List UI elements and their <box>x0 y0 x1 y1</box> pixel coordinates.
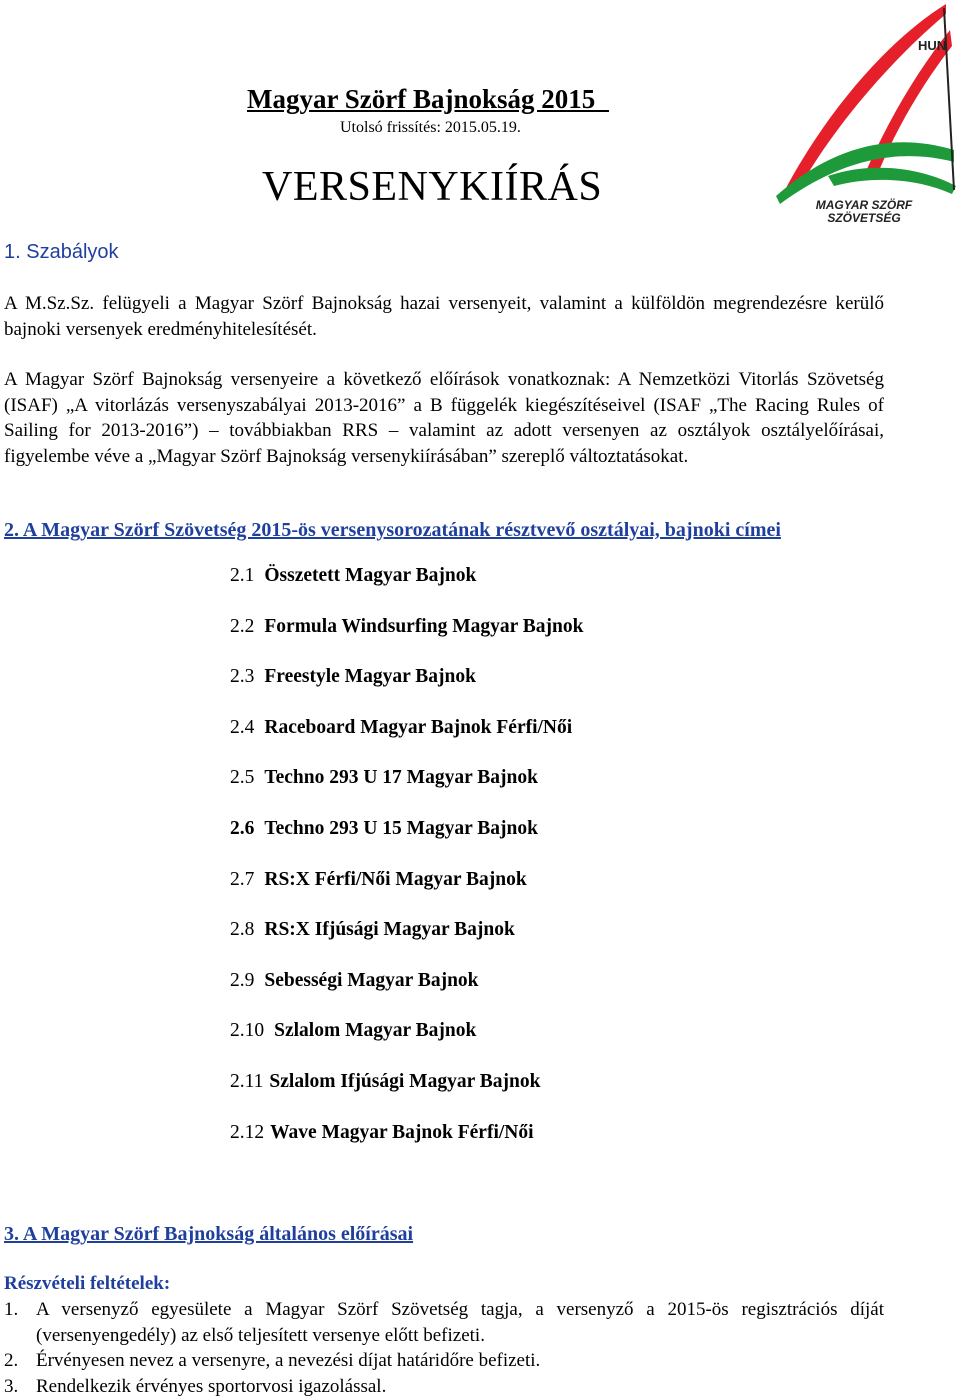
rule-text: A versenyző egyesülete a Magyar Szörf Szövetség tagja, a versenyző a 2015-ös regisztrációs díját (versenyengedély) az első teljesített versenye előtt befizeti. <box>36 1299 884 1346</box>
section-1-heading: 1. Szabályok <box>4 241 119 263</box>
category-number: 2.11 <box>230 1070 264 1092</box>
category-name: RS:X Férfi/Női Magyar Bajnok <box>264 868 527 890</box>
rule-text: Rendelkezik érvényes sportorvosi igazolással. <box>36 1375 387 1397</box>
category-name: Szlalom Ifjúsági Magyar Bajnok <box>269 1070 541 1092</box>
category-item <box>230 666 583 717</box>
section-1-paragraph-1: A M.Sz.Sz. felügyeli a Magyar Szörf Bajnokság hazai versenyeit, valamint a külföldön megrendezésre kerülő bajnoki versenyek eredményhitelesítését. <box>4 293 884 340</box>
logo-country-label: HUN <box>918 38 947 53</box>
category-number: 2.6 <box>230 817 255 839</box>
section-3-heading: 3. A Magyar Szörf Bajnokság általános előírásai <box>4 1223 414 1245</box>
category-number: 2.3 <box>230 666 255 688</box>
logo-name-line2: SZÖVETSÉG <box>827 211 901 225</box>
category-item <box>230 565 583 616</box>
category-name: Raceboard Magyar Bajnok Férfi/Női <box>264 716 573 738</box>
category-name: Összetett Magyar Bajnok <box>264 565 477 586</box>
category-name: Wave Magyar Bajnok Férfi/Női <box>270 1121 534 1143</box>
category-item <box>230 717 583 768</box>
category-name: Techno 293 U 17 Magyar Bajnok <box>264 767 538 789</box>
category-number: 2.8 <box>230 919 255 941</box>
category-number: 2.5 <box>230 767 255 789</box>
category-number: 2.1 <box>230 565 255 586</box>
category-number: 2.4 <box>230 716 255 738</box>
document-heading: VERSENYKIÍRÁS <box>262 164 603 210</box>
category-item <box>230 1020 583 1071</box>
page-title: Magyar Szörf Bajnokság 2015_ <box>247 84 609 114</box>
last-updated: Utolsó frissítés: 2015.05.19. <box>340 119 521 136</box>
category-name: RS:X Ifjúsági Magyar Bajnok <box>264 919 515 941</box>
participation-conditions-heading: Részvételi feltételek: <box>4 1273 171 1294</box>
section-2-heading: 2. A Magyar Szörf Szövetség 2015-ös versenysorozatának résztvevő osztályai, bajnoki címei <box>4 519 781 541</box>
rule-number: 3. <box>4 1375 19 1397</box>
category-item <box>230 818 583 869</box>
category-item <box>230 970 583 1021</box>
category-item <box>230 919 583 970</box>
participation-rules-list <box>4 1297 884 1399</box>
rule-item <box>4 1374 884 1399</box>
rule-number: 1. <box>4 1299 19 1320</box>
category-item <box>230 869 583 920</box>
federation-logo <box>768 0 960 226</box>
rule-number: 2. <box>4 1350 19 1371</box>
category-number: 2.7 <box>230 868 255 890</box>
category-name: Freestyle Magyar Bajnok <box>264 666 476 688</box>
category-item <box>230 1122 583 1173</box>
rule-item <box>4 1348 884 1374</box>
category-number: 2.10 <box>230 1020 265 1042</box>
rule-text: Érvényesen nevez a versenyre, a nevezési díjat határidőre befizeti. <box>36 1350 541 1371</box>
section-1-paragraph-2: A Magyar Szörf Bajnokság versenyeire a következő előírások vonatkoznak: A Nemzetközi Vitorlás Szövetség (ISAF) „A vitorlázás versenyszabályai 2013-2016” a B függelék kiegészítéseivel (ISAF „The Racing Rules of Sailing for 2013-2016”) – továbbiakban RRS – valamint az adott versenyen az osztályok osztályelőírásai, figyelembe véve a „Magyar Szörf Bajnokság versenykiírásában” szereplő változtatásokat. <box>4 369 884 467</box>
category-list <box>230 565 583 1172</box>
category-item <box>230 1071 583 1122</box>
sail-logo-icon <box>768 0 960 226</box>
category-name: Szlalom Magyar Bajnok <box>274 1020 477 1042</box>
category-number: 2.2 <box>230 615 255 637</box>
category-number: 2.9 <box>230 969 255 991</box>
category-number: 2.12 <box>230 1121 265 1143</box>
logo-name-line1: MAGYAR SZÖRF <box>815 198 913 212</box>
category-name: Techno 293 U 15 Magyar Bajnok <box>264 817 538 839</box>
rule-item <box>4 1297 884 1348</box>
category-name: Sebességi Magyar Bajnok <box>264 969 479 991</box>
category-item <box>230 616 583 667</box>
category-name: Formula Windsurfing Magyar Bajnok <box>264 615 584 637</box>
category-item <box>230 767 583 818</box>
